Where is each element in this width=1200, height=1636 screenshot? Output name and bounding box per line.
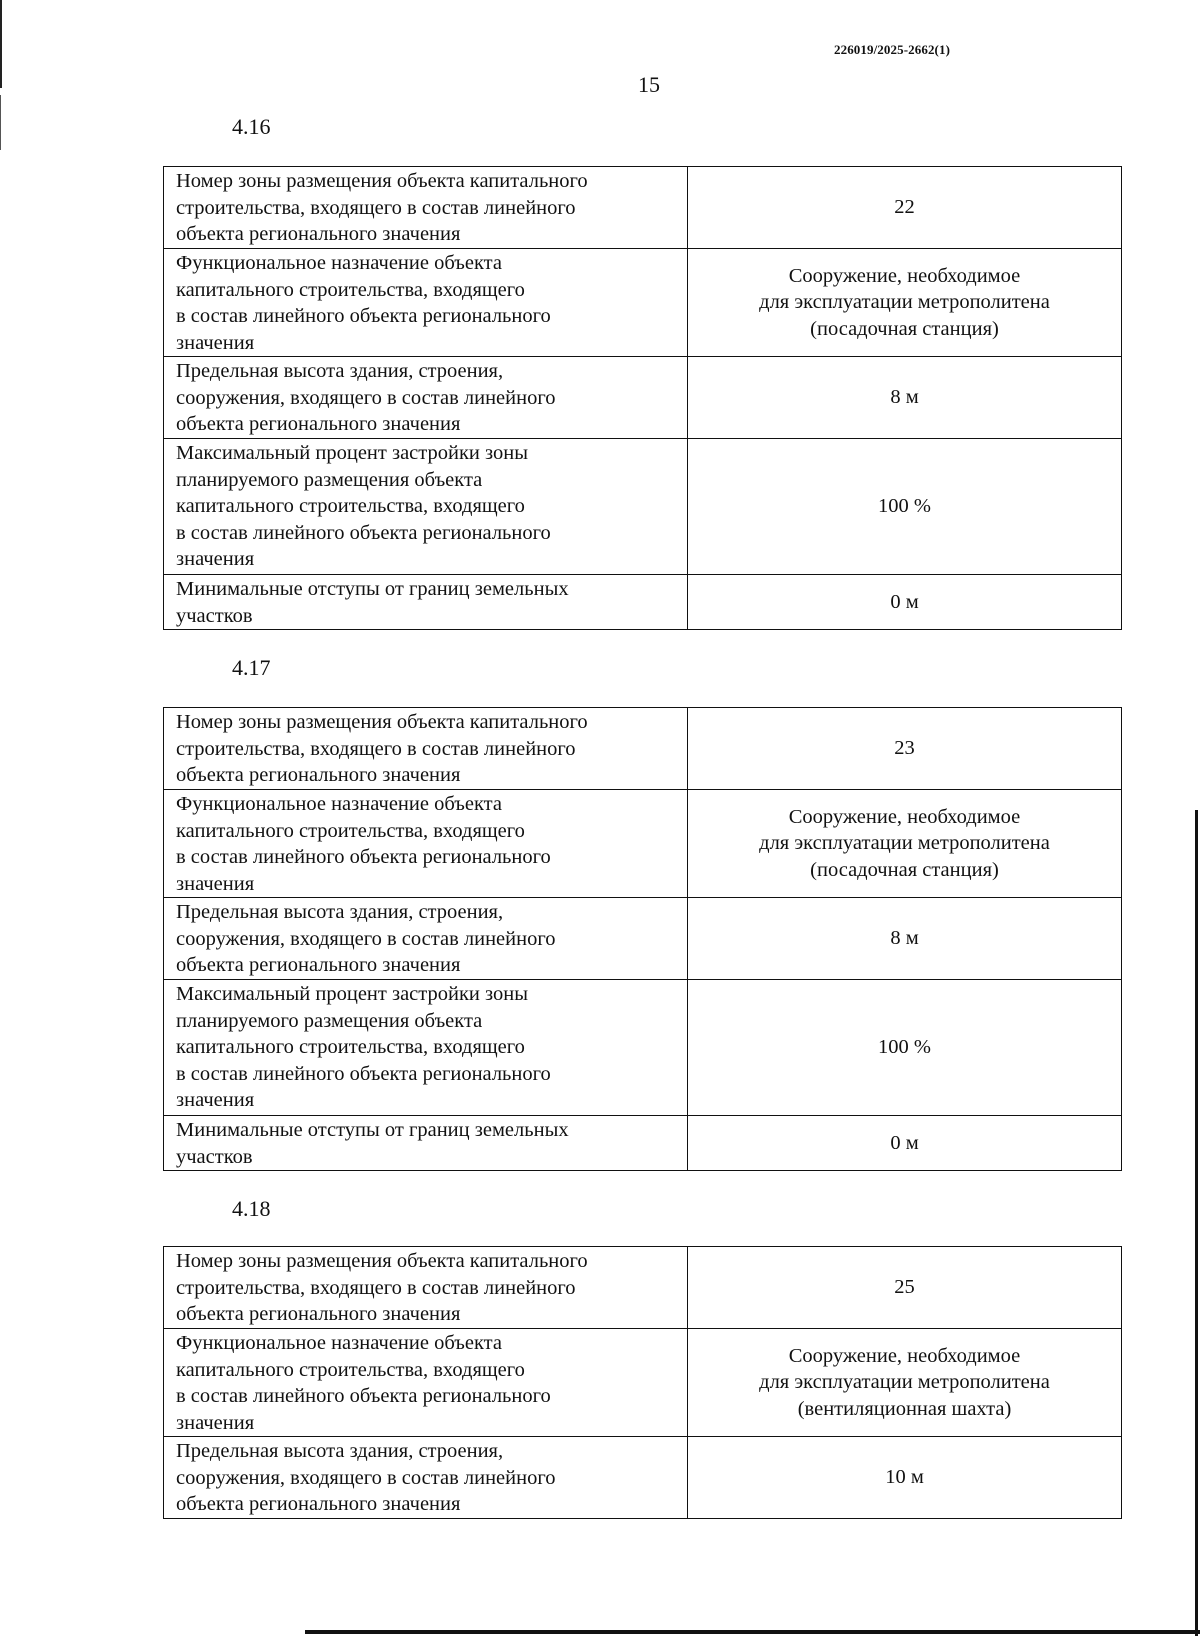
- row-value: Сооружение, необходимое для эксплуатации метрополитена (посадочная станция): [688, 790, 1122, 898]
- table-row: [164, 1437, 1122, 1519]
- row-label: Максимальный процент застройки зоны планируемого размещения объекта капитального строительства, входящего в состав линейного объекта регионального значения: [164, 980, 688, 1116]
- row-label: Предельная высота здания, строения, сооружения, входящего в состав линейного объекта регионального значения: [164, 357, 688, 439]
- row-value: Сооружение, необходимое для эксплуатации метрополитена (посадочная станция): [688, 249, 1122, 357]
- row-label: Функциональное назначение объекта капитального строительства, входящего в состав линейного объекта регионального значения: [164, 249, 688, 357]
- row-value: 100 %: [688, 439, 1122, 575]
- row-value: Сооружение, необходимое для эксплуатации метрополитена (вентиляционная шахта): [688, 1329, 1122, 1437]
- document-id: 226019/2025-2662(1): [834, 42, 950, 57]
- section-number: 4.18: [232, 1196, 271, 1221]
- table-row: [164, 357, 1122, 439]
- table-row: [164, 575, 1122, 630]
- row-value: 22: [688, 167, 1122, 249]
- table-row: [164, 249, 1122, 357]
- row-value: 0 м: [688, 575, 1122, 630]
- scan-edge-bottom: [305, 1630, 1200, 1634]
- row-value: 8 м: [688, 898, 1122, 980]
- table-row: [164, 898, 1122, 980]
- scan-edge-right: [1195, 810, 1198, 1636]
- section-number: 4.17: [232, 655, 271, 680]
- row-label: Предельная высота здания, строения, сооружения, входящего в состав линейного объекта регионального значения: [164, 898, 688, 980]
- row-label: Максимальный процент застройки зоны планируемого размещения объекта капитального строительства, входящего в состав линейного объекта регионального значения: [164, 439, 688, 575]
- row-value: 10 м: [688, 1437, 1122, 1519]
- row-value: 0 м: [688, 1116, 1122, 1171]
- table-row: [164, 167, 1122, 249]
- section-number: 4.16: [232, 114, 271, 139]
- parameters-table: [163, 166, 1122, 630]
- row-value: 25: [688, 1247, 1122, 1329]
- row-value: 23: [688, 708, 1122, 790]
- row-label: Функциональное назначение объекта капитального строительства, входящего в состав линейного объекта регионального значения: [164, 790, 688, 898]
- table-row: [164, 1247, 1122, 1329]
- table-row: [164, 790, 1122, 898]
- table-row: [164, 980, 1122, 1116]
- row-value: 100 %: [688, 980, 1122, 1116]
- row-label: Минимальные отступы от границ земельных участков: [164, 1116, 688, 1171]
- row-label: Минимальные отступы от границ земельных участков: [164, 575, 688, 630]
- row-label: Номер зоны размещения объекта капитального строительства, входящего в состав линейного объекта регионального значения: [164, 167, 688, 249]
- row-label: Предельная высота здания, строения, сооружения, входящего в состав линейного объекта регионального значения: [164, 1437, 688, 1519]
- table-row: [164, 1116, 1122, 1171]
- table-row: [164, 708, 1122, 790]
- row-label: Функциональное назначение объекта капитального строительства, входящего в состав линейного объекта регионального значения: [164, 1329, 688, 1437]
- table-row: [164, 1329, 1122, 1437]
- scan-edge-left-secondary: [0, 95, 1, 150]
- parameters-table: [163, 707, 1122, 1171]
- table-row: [164, 439, 1122, 575]
- row-value: 8 м: [688, 357, 1122, 439]
- page-number: 15: [638, 72, 660, 97]
- row-label: Номер зоны размещения объекта капитального строительства, входящего в состав линейного объекта регионального значения: [164, 1247, 688, 1329]
- row-label: Номер зоны размещения объекта капитального строительства, входящего в состав линейного объекта регионального значения: [164, 708, 688, 790]
- parameters-table: [163, 1246, 1122, 1519]
